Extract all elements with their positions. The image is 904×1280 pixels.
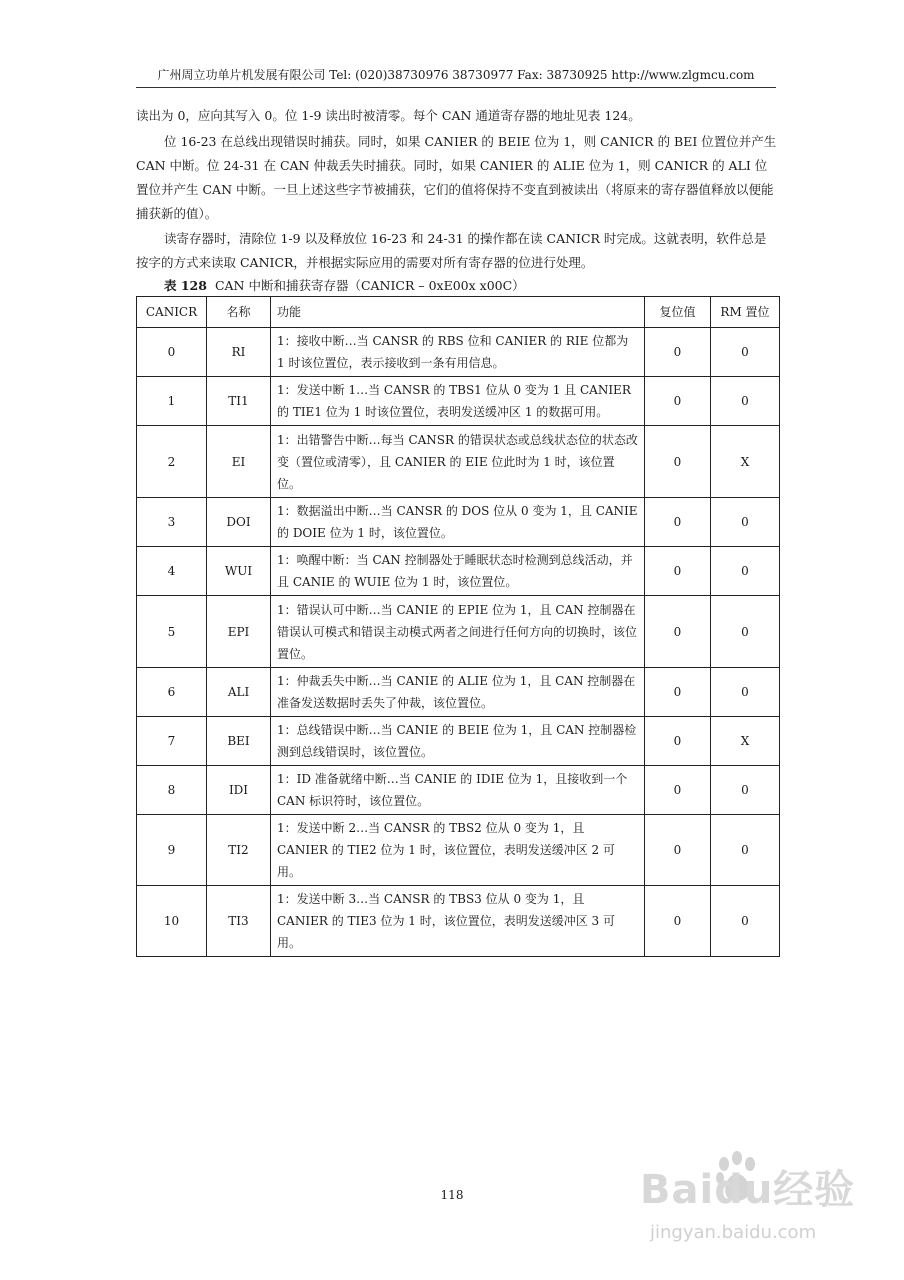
table-header-row [137,297,780,328]
cell-reset: 0 [645,815,711,886]
cell-function: 1：发送中断 3…当 CANSR 的 TBS3 位从 0 变为 1，且 CANIER 的 TIE3 位为 1 时，该位置位，表明发送缓冲区 3 可用。 [271,886,645,957]
baidu-watermark [640,1150,880,1250]
cell-name: EPI [207,596,271,668]
cell-name: WUI [207,547,271,596]
cell-reset: 0 [645,717,711,766]
cell-name: TI3 [207,886,271,957]
table-row [137,377,780,426]
cell-rm: 0 [711,815,780,886]
cell-rm: 0 [711,596,780,668]
cell-rm: 0 [711,668,780,717]
cell-name: TI2 [207,815,271,886]
cell-bit: 10 [137,886,207,957]
cell-reset: 0 [645,377,711,426]
paragraph-3: 读寄存器时，清除位 1-9 以及释放位 16-23 和 24-31 的操作都在读 CANICR 时完成。这就表明，软件总是按字的方式来读取 CANICR，并根据实际应用的需要对所有寄存器的位进行处理。 [136,231,767,270]
table-row [137,426,780,498]
cell-reset: 0 [645,426,711,498]
cell-bit: 7 [137,717,207,766]
header-function: 功能 [271,297,645,328]
cell-rm: 0 [711,377,780,426]
cell-bit: 3 [137,498,207,547]
cell-reset: 0 [645,547,711,596]
cell-rm: 0 [711,328,780,377]
table-row [137,668,780,717]
cell-rm: 0 [711,766,780,815]
cell-reset: 0 [645,766,711,815]
cell-bit: 5 [137,596,207,668]
cell-name: TI1 [207,377,271,426]
table-row [137,547,780,596]
page-header: 广州周立功单片机发展有限公司 Tel: (020)38730976 38730977 Fax: 38730925 http://www.zlgmcu.com [136,66,776,88]
cell-rm: X [711,426,780,498]
paragraph-2: 位 16-23 在总线出现错误时捕获。同时，如果 CANIER 的 BEIE 位为 1，则 CANICR 的 BEI 位置位并产生 CAN 中断。位 24-31 在 CAN 仲裁丢失时捕获。同时，如果 CANIER 的 ALIE 位为 1，则 CANICR 的 ALI 位置位并产生 CAN 中断。一旦上述这些字节被捕获，它们的值将保持不变直到被读出（将原来的寄存器值释放以便能捕获新的值）。 [136,134,777,221]
cell-name: IDI [207,766,271,815]
cell-function: 1：接收中断…当 CANSR 的 RBS 位和 CANIER 的 RIE 位都为 1 时该位置位，表示接收到一条有用信息。 [271,328,645,377]
cell-name: EI [207,426,271,498]
cell-function: 1：唤醒中断：当 CAN 控制器处于睡眠状态时检测到总线活动，并且 CANIE 的 WUIE 位为 1 时，该位置位。 [271,547,645,596]
page-number: 118 [440,1188,464,1202]
cell-bit: 1 [137,377,207,426]
cell-rm: 0 [711,547,780,596]
cell-bit: 0 [137,328,207,377]
cell-rm: 0 [711,498,780,547]
cell-bit: 8 [137,766,207,815]
table-row [137,766,780,815]
paragraph-1: 读出为 0，应向其写入 0。位 1-9 读出时被清零。每个 CAN 通道寄存器的地址见表 124。 [136,108,641,123]
table-row [137,886,780,957]
cell-name: ALI [207,668,271,717]
table-row [137,717,780,766]
table-number: 表 128 [164,278,207,293]
table-row [137,596,780,668]
cell-function: 1：ID 准备就绪中断…当 CANIE 的 IDIE 位为 1，且接收到一个 CAN 标识符时，该位置位。 [271,766,645,815]
cell-function: 1：仲裁丢失中断…当 CANIE 的 ALIE 位为 1，且 CAN 控制器在准备发送数据时丢失了仲裁，该位置位。 [271,668,645,717]
header-reset: 复位值 [645,297,711,328]
table-row [137,328,780,377]
cell-bit: 2 [137,426,207,498]
cell-reset: 0 [645,668,711,717]
table-row [137,498,780,547]
watermark-logo: Baidu经验 [640,1167,856,1213]
cell-rm: 0 [711,886,780,957]
cell-function: 1：发送中断 1…当 CANSR 的 TBS1 位从 0 变为 1 且 CANIER 的 TIE1 位为 1 时该位置位，表明发送缓冲区 1 的数据可用。 [271,377,645,426]
cell-reset: 0 [645,886,711,957]
header-rm: RM 置位 [711,297,780,328]
header-name: 名称 [207,297,271,328]
watermark-url: jingyan.baidu.com [650,1222,817,1243]
cell-function: 1：发送中断 2…当 CANSR 的 TBS2 位从 0 变为 1，且 CANIER 的 TIE2 位为 1 时，该位置位，表明发送缓冲区 2 可用。 [271,815,645,886]
cell-reset: 0 [645,596,711,668]
cell-function: 1：出错警告中断…每当 CANSR 的错误状态或总线状态位的状态改变（置位或清零），且 CANIER 的 EIE 位此时为 1 时，该位置位。 [271,426,645,498]
table-caption [164,277,525,295]
cell-bit: 6 [137,668,207,717]
cell-bit: 4 [137,547,207,596]
cell-name: BEI [207,717,271,766]
cell-name: RI [207,328,271,377]
cell-function: 1：错误认可中断…当 CANIE 的 EPIE 位为 1，且 CAN 控制器在错误认可模式和错误主动模式两者之间进行任何方向的切换时，该位置位。 [271,596,645,668]
header-bit: CANICR [137,297,207,328]
cell-bit: 9 [137,815,207,886]
cell-reset: 0 [645,498,711,547]
table-row [137,815,780,886]
register-table [136,296,780,957]
table-title: CAN 中断和捕获寄存器（CANICR – 0xE00x x00C） [214,278,525,293]
cell-reset: 0 [645,328,711,377]
cell-function: 1：数据溢出中断…当 CANSR 的 DOS 位从 0 变为 1，且 CANIE 的 DOIE 位为 1 时，该位置位。 [271,498,645,547]
cell-name: DOI [207,498,271,547]
cell-function: 1：总线错误中断…当 CANIE 的 BEIE 位为 1，且 CAN 控制器检测到总线错误时，该位置位。 [271,717,645,766]
cell-rm: X [711,717,780,766]
